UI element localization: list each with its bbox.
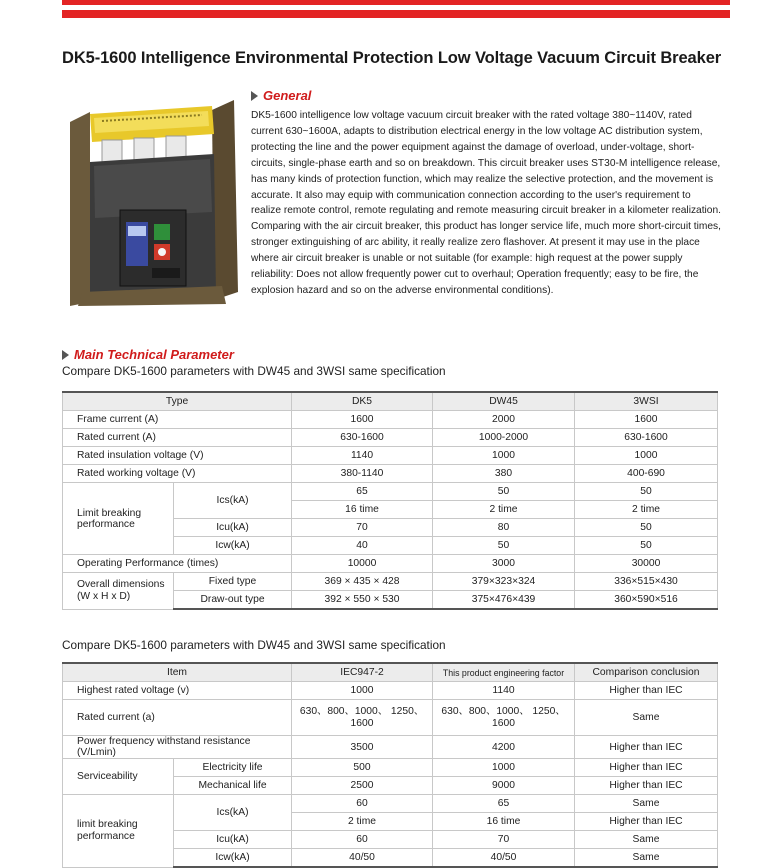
limit-breaking-label: limit breaking performance bbox=[63, 795, 174, 868]
parameter-table-2 bbox=[62, 662, 718, 868]
general-description bbox=[251, 108, 721, 299]
header-dk5: DK5 bbox=[292, 392, 433, 411]
dimensions-label: Overall dimensions (W x H x D) bbox=[63, 573, 174, 610]
table-header-row bbox=[63, 663, 718, 682]
top-red-band bbox=[62, 0, 730, 5]
table-row: Operating Performance (times) 10000 3000 30000 bbox=[63, 555, 718, 573]
table-row: Mechanical life 2500 9000 Higher than IEC bbox=[63, 777, 718, 795]
top-red-band-thick bbox=[62, 10, 730, 18]
table-row: Rated current (A) 630-1600 1000-2000 630-1600 bbox=[63, 429, 718, 447]
table-header-row bbox=[63, 392, 718, 411]
table-row: Highest rated voltage (v) 1000 1140 Higher than IEC bbox=[63, 682, 718, 700]
table-row: 2 time 16 time Higher than IEC bbox=[63, 813, 718, 831]
header-product-factor: This product engineering factor bbox=[433, 663, 575, 682]
circuit-breaker-photo bbox=[62, 92, 239, 306]
header-item: Item bbox=[63, 663, 292, 682]
main-parameter-heading: Main Technical Parameter bbox=[62, 347, 234, 362]
triangle-bullet-icon bbox=[62, 350, 69, 360]
header-type: Type bbox=[63, 392, 292, 411]
general-paragraph-1: DK5-1600 intelligence low voltage vacuum circuit breaker with the rated voltage 380~1140V, rated current 630~1600A, adapts to distribution electrical energy in the low voltage AC distribution system, protecting the line and the power equipment against the damage of overload, under-voltage, short-circuits, single-phase earth and so on breakdown. This circuit breaker uses ST30-M intelligence release, has many kinds of protection function, which may realize the selective protection, and the movement is accurate. It also may equip with communication connection according to the user's requirement to realize remote control, remote regulating and remote measuring circuit breaker in a kilometer realization. bbox=[251, 110, 721, 217]
header-conclusion: Comparison conclusion bbox=[575, 663, 718, 682]
table-row: Icw(kA) 40/50 40/50 Same bbox=[63, 849, 718, 868]
triangle-bullet-icon bbox=[251, 91, 258, 101]
table-row: Rated working voltage (V) 380-1140 380 400-690 bbox=[63, 465, 718, 483]
table-row: limit breaking performance Ics(kA) 60 65 Same bbox=[63, 795, 718, 813]
table1-subtitle: Compare DK5-1600 parameters with DW45 and 3WSI same specification bbox=[62, 364, 446, 378]
header-dw45: DW45 bbox=[433, 392, 575, 411]
parameter-table-1 bbox=[62, 391, 718, 610]
limit-breaking-label: Limit breaking performance bbox=[63, 483, 174, 555]
table-row: 16 time 2 time 2 time bbox=[63, 501, 718, 519]
table-row: Rated insulation voltage (V) 1140 1000 1000 bbox=[63, 447, 718, 465]
page-title: DK5-1600 Intelligence Environmental Protection Low Voltage Vacuum Circuit Breaker bbox=[62, 49, 722, 67]
table-row: Limit breaking performance Ics(kA) 65 50 50 bbox=[63, 483, 718, 501]
table-row: Rated current (a) 630、800、1000、 1250、1600 630、800、1000、 1250、1600 Same bbox=[63, 700, 718, 736]
table-row: Draw-out type 392 × 550 × 530 375×476×439 360×590×516 bbox=[63, 591, 718, 610]
table-row: Frame current (A) 1600 2000 1600 bbox=[63, 411, 718, 429]
general-paragraph-2: Comparing with the air circuit breaker, this product has longer service life, much more short-circuit times, stronger extinguishing of arc ability, it really realize zero flashover. At present it may use in the place where air circuit breaker is unable or not suitable (for example: high request at the power supply reliability: Does not allow frequently power cut to overhaul; Operation frequently; easy to be fire, the explosion hazard and so on the adverse environmental conditions). bbox=[251, 221, 721, 296]
table-row: Overall dimensions (W x H x D) Fixed type 369 × 435 × 428 379×323×324 336×515×430 bbox=[63, 573, 718, 591]
table-row: Serviceability Electricity life 500 1000 Higher than IEC bbox=[63, 759, 718, 777]
general-heading: General bbox=[251, 88, 311, 103]
table-row: Icu(kA) 70 80 50 bbox=[63, 519, 718, 537]
table-row: Power frequency withstand resistance (V/Lmin) 3500 4200 Higher than IEC bbox=[63, 736, 718, 759]
header-iec: IEC947-2 bbox=[292, 663, 433, 682]
table2-subtitle: Compare DK5-1600 parameters with DW45 and 3WSI same specification bbox=[62, 638, 446, 652]
header-3wsi: 3WSI bbox=[575, 392, 718, 411]
table-row: Icw(kA) 40 50 50 bbox=[63, 537, 718, 555]
table-row: Icu(kA) 60 70 Same bbox=[63, 831, 718, 849]
